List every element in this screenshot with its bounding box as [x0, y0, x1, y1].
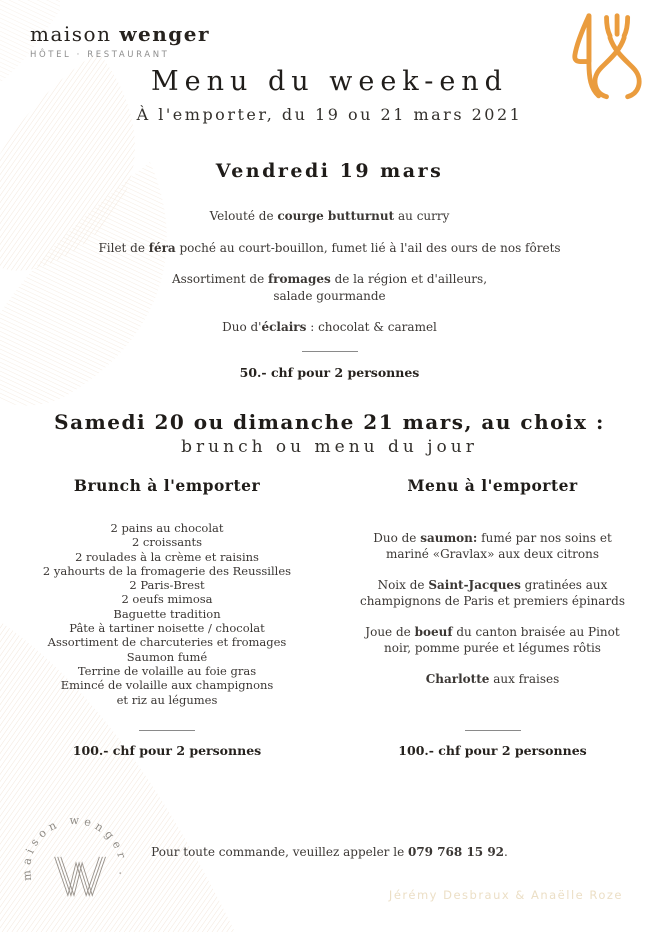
friday-dishes	[0, 208, 659, 336]
menu-item: Duo de saumon: fumé par nos soins et mariné «Gravlax» aux deux citrons	[373, 531, 612, 561]
brunch-item: 2 Paris-Brest	[129, 578, 205, 593]
weekend-subheading: brunch ou menu du jour	[181, 437, 478, 457]
brunch-item: Saumon fumé	[126, 649, 208, 664]
page-title: Menu du week-end	[151, 66, 508, 97]
brunch-column	[22, 476, 312, 762]
menu-price: 100.- chf pour 2 personnes	[398, 743, 587, 758]
title-block	[0, 66, 659, 124]
menu-item: Joue de boeuf du canton braisée au Pinot noir, pomme purée et légumes rôtis	[365, 625, 620, 655]
menu-dishes	[352, 531, 633, 688]
friday-price: 50.- chf pour 2 personnes	[239, 364, 420, 380]
weekend-heading: Samedi 20 ou dimanche 21 mars, au choix :	[54, 410, 605, 434]
chef-credits: Jérémy Desbraux & Anaëlle Roze	[388, 888, 623, 902]
menu-item: Charlotte aux fraises	[425, 672, 560, 686]
section-divider	[302, 351, 358, 352]
brunch-item: Assortiment de charcuteries et fromages	[47, 635, 287, 650]
brunch-list	[22, 521, 312, 707]
brunch-item: 2 yahourts de la fromagerie des Reussilles	[42, 563, 292, 578]
brunch-price: 100.- chf pour 2 personnes	[72, 743, 262, 758]
menu-price-block	[352, 730, 633, 758]
menu-item: Noix de Saint-Jacques gratinées aux champignons de Paris et premiers épinards	[359, 578, 626, 608]
section-divider	[139, 730, 195, 731]
weekend-columns	[22, 476, 633, 762]
svg-text:maison wenger .: maison wenger .	[19, 813, 130, 882]
brunch-item: Pâte à tartiner noisette / chocolat	[69, 621, 265, 636]
page-subtitle: À l'emporter, du 19 ou 21 mars 2021	[136, 105, 523, 124]
brunch-item: 2 pains au chocolat	[110, 521, 224, 535]
brunch-heading: Brunch à l'emporter	[73, 476, 261, 495]
brand-name: maison wenger	[30, 22, 211, 46]
menu-heading: Menu à l'emporter	[407, 476, 578, 495]
menu-item: Filet de féra poché au court-bouillon, fumet lié à l'ail des ours de nos fôrets	[98, 240, 561, 255]
w-monogram	[55, 857, 106, 896]
menu-column	[352, 476, 633, 762]
friday-section	[0, 160, 659, 380]
section-divider	[465, 730, 521, 731]
brunch-item: et riz au légumes	[116, 692, 218, 707]
brunch-item: Baguette tradition	[113, 606, 221, 621]
menu-item: Assortiment de fromages de la région et d'ailleurs, salade gourmande	[171, 272, 488, 303]
order-note: Pour toute commande, veuillez appeler le 079 768 15 92.	[151, 845, 508, 859]
menu-item: Duo d'éclairs : chocolat & caramel	[222, 320, 437, 335]
menu-item: Velouté de courge butturnut au curry	[209, 209, 450, 223]
brunch-price-block	[22, 730, 312, 758]
weekend-heading-block	[0, 410, 659, 457]
brunch-item: 2 oeufs mimosa	[121, 592, 213, 607]
brunch-item: 2 roulades à la crème et raisins	[75, 549, 259, 564]
restaurant-logo	[30, 22, 210, 60]
brand-tagline: HÔTEL · RESTAURANT	[30, 50, 170, 60]
seal-logo	[14, 808, 136, 930]
brunch-item: Emincé de volaille aux champignons	[60, 678, 274, 693]
brunch-item: 2 croissants	[131, 535, 203, 550]
friday-heading: Vendredi 19 mars	[215, 160, 444, 182]
brunch-item: Terrine de volaille au foie gras	[77, 663, 257, 678]
